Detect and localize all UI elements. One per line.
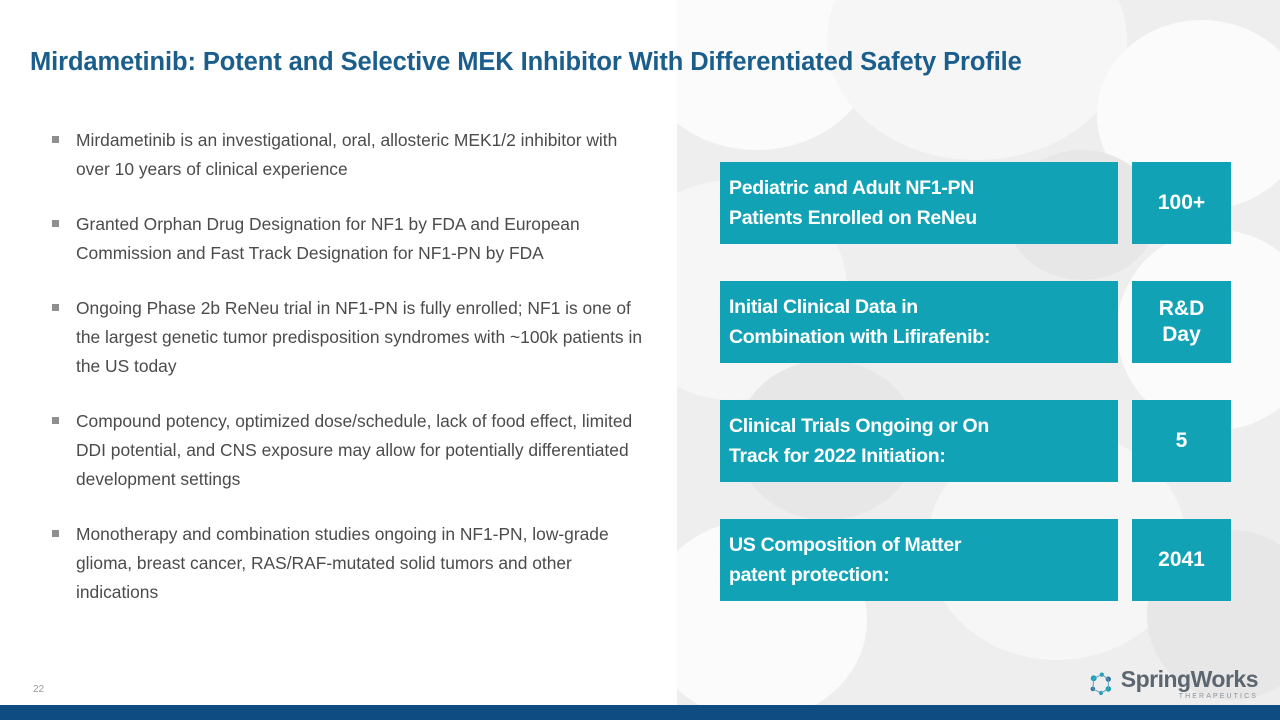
list-item-text: Compound potency, optimized dose/schedule, lack of food effect, limited DDI potential, and CNS exposure may allow for potentially differentiated development settings <box>76 411 633 489</box>
stat-label-line1: Pediatric and Adult NF1-PN <box>729 177 975 199</box>
stat-value <box>1132 162 1231 244</box>
stat-value-line1: 100+ <box>1157 191 1206 214</box>
page-number: 22 <box>33 684 45 695</box>
stat-label <box>720 281 1118 363</box>
stat-value <box>1132 400 1231 482</box>
stat-label <box>720 519 1118 601</box>
bottom-bar <box>0 705 1280 720</box>
list-item-text: Granted Orphan Drug Designation for NF1 by FDA and European Commission and Fast Track Designation for NF1-PN by FDA <box>76 214 580 263</box>
list-item <box>42 407 652 494</box>
bullet-list <box>42 126 652 633</box>
bullet-square-icon <box>52 304 59 311</box>
list-item <box>42 126 652 184</box>
bullet-square-icon <box>52 417 59 424</box>
bullet-square-icon <box>52 220 59 227</box>
stat-label <box>720 162 1118 244</box>
logo-name-part2: Works <box>1190 666 1258 692</box>
stat-label-line2: Combination with Lifirafenib: <box>729 326 991 348</box>
stat-label-line1: Clinical Trials Ongoing or On <box>729 415 989 437</box>
list-item-text: Mirdametinib is an investigational, oral, allosteric MEK1/2 inhibitor with over 10 years of clinical experience <box>76 130 618 179</box>
stat-label-line2: Patients Enrolled on ReNeu <box>729 207 977 229</box>
list-item-text: Ongoing Phase 2b ReNeu trial in NF1-PN is fully enrolled; NF1 is one of the largest genetic tumor predisposition syndromes with ~100k patients in the US today <box>76 298 642 376</box>
stat-label-line2: patent protection: <box>729 564 890 586</box>
list-item <box>42 520 652 607</box>
company-logo <box>1088 668 1258 700</box>
stat-label-line1: Initial Clinical Data in <box>729 296 918 318</box>
list-item <box>42 210 652 268</box>
logo-wordmark <box>1121 668 1258 700</box>
list-item <box>42 294 652 381</box>
bullet-square-icon <box>52 136 59 143</box>
logo-tagline: THERAPEUTICS <box>1178 693 1258 700</box>
stat-value-line1: 2041 <box>1158 548 1205 571</box>
logo-name-part1: Spring <box>1120 666 1191 692</box>
bullet-square-icon <box>52 530 59 537</box>
stat-value <box>1132 519 1231 601</box>
page-title: Mirdametinib: Potent and Selective MEK Inhibitor With Differentiated Safety Profile <box>30 48 1022 76</box>
stat-value <box>1132 281 1231 363</box>
stat-label <box>720 400 1118 482</box>
stat-value-line1: R&D <box>1158 297 1205 320</box>
stat-value-line1: 5 <box>1175 429 1188 452</box>
stat-label-line1: US Composition of Matter <box>729 534 962 556</box>
springworks-mark-icon <box>1088 671 1114 697</box>
stat-value-line2: Day <box>1162 323 1201 346</box>
stat-label-line2: Track for 2022 Initiation: <box>729 445 946 467</box>
list-item-text: Monotherapy and combination studies ongoing in NF1-PN, low-grade glioma, breast cancer, RAS/RAF-mutated solid tumors and other indications <box>76 524 609 602</box>
